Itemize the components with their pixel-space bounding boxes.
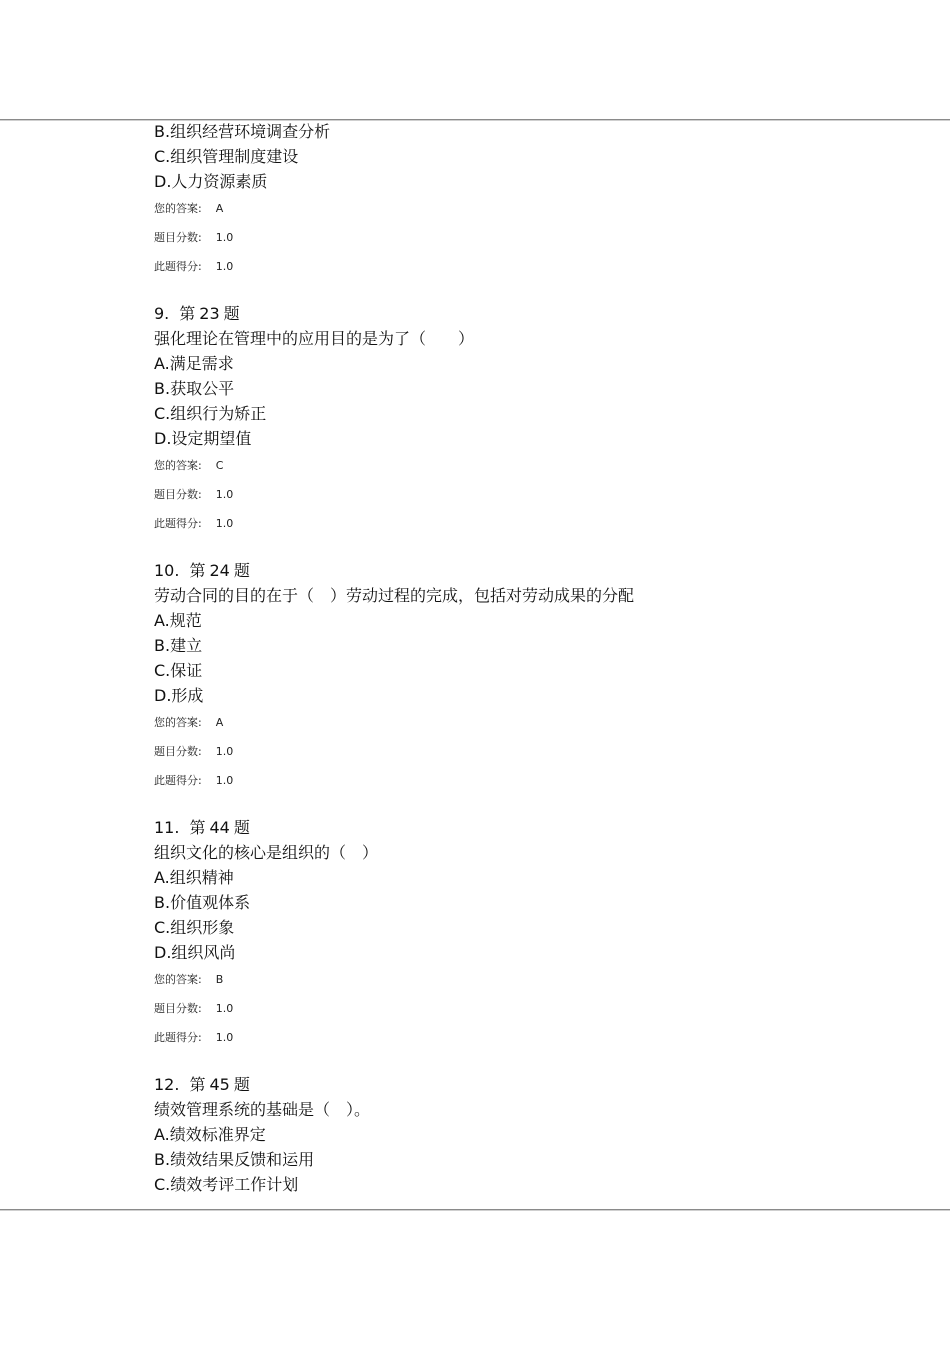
question-number: 11.	[154, 818, 180, 837]
question-heading	[154, 815, 914, 840]
option-c: C.组织行为矫正	[154, 404, 267, 423]
question-score-label: 题目分数:	[154, 1002, 202, 1015]
question-score-value: 1.0	[215, 231, 234, 244]
question-id: 24	[209, 561, 230, 580]
earned-score-label: 此题得分:	[154, 260, 202, 273]
question-ti: 题	[233, 561, 250, 580]
option-c: C.保证	[154, 661, 203, 680]
question-ti: 题	[223, 304, 240, 323]
your-answer-value: A	[215, 202, 224, 215]
your-answer-row	[154, 965, 914, 994]
question-heading	[154, 301, 914, 326]
option-b: B.组织经营环境调查分析	[154, 122, 331, 141]
option-b: B.建立	[154, 636, 203, 655]
question-score-value: 1.0	[215, 488, 234, 501]
your-answer-value: A	[215, 716, 224, 729]
question-block-10	[154, 558, 914, 795]
question-text: 绩效管理系统的基础是（ ）。	[154, 1100, 371, 1119]
your-answer-label: 您的答案:	[154, 716, 202, 729]
question-score-row	[154, 994, 914, 1023]
question-score-row	[154, 737, 914, 766]
option-a: A.组织精神	[154, 868, 234, 887]
earned-score-value: 1.0	[215, 774, 234, 787]
question-text: 劳动合同的目的在于（ ）劳动过程的完成，包括对劳动成果的分配	[154, 586, 635, 605]
earned-score-row	[154, 252, 914, 281]
earned-score-row	[154, 509, 914, 538]
question-ti: 题	[233, 1075, 250, 1094]
your-answer-row	[154, 194, 914, 223]
question-number: 12.	[154, 1075, 180, 1094]
question-block-12	[154, 1072, 914, 1197]
your-answer-label: 您的答案:	[154, 459, 202, 472]
question-score-label: 题目分数:	[154, 745, 202, 758]
question-block-11	[154, 815, 914, 1052]
question-di: 第	[189, 1075, 206, 1094]
question-number: 10.	[154, 561, 180, 580]
question-ti: 题	[233, 818, 250, 837]
question-block-9	[154, 301, 914, 538]
your-answer-value: B	[215, 973, 224, 986]
question-score-row	[154, 223, 914, 252]
option-b: B.价值观体系	[154, 893, 251, 912]
question-heading	[154, 558, 914, 583]
earned-score-label: 此题得分:	[154, 774, 202, 787]
option-d: D.形成	[154, 686, 204, 705]
question-text: 强化理论在管理中的应用目的是为了（ ）	[154, 329, 475, 348]
question-text: 组织文化的核心是组织的（ ）	[154, 843, 379, 862]
question-score-row	[154, 480, 914, 509]
bottom-divider	[0, 1209, 950, 1211]
question-score-value: 1.0	[215, 745, 234, 758]
option-a: A.绩效标准界定	[154, 1125, 266, 1144]
question-di: 第	[179, 304, 196, 323]
your-answer-row	[154, 451, 914, 480]
option-d: D.设定期望值	[154, 429, 252, 448]
earned-score-value: 1.0	[215, 260, 234, 273]
question-score-label: 题目分数:	[154, 488, 202, 501]
earned-score-row	[154, 1023, 914, 1052]
option-c: C.绩效考评工作计划	[154, 1175, 299, 1194]
earned-score-value: 1.0	[215, 517, 234, 530]
your-answer-label: 您的答案:	[154, 973, 202, 986]
option-b: B.绩效结果反馈和运用	[154, 1150, 315, 1169]
question-id: 45	[209, 1075, 230, 1094]
earned-score-label: 此题得分:	[154, 1031, 202, 1044]
option-d: D.组织风尚	[154, 943, 236, 962]
exam-review-content	[154, 119, 914, 1207]
question-heading	[154, 1072, 914, 1097]
option-b: B.获取公平	[154, 379, 235, 398]
earned-score-value: 1.0	[215, 1031, 234, 1044]
earned-score-row	[154, 766, 914, 795]
question-di: 第	[189, 561, 206, 580]
question-block-partial	[154, 119, 914, 281]
earned-score-label: 此题得分:	[154, 517, 202, 530]
option-c: C.组织管理制度建设	[154, 147, 299, 166]
your-answer-label: 您的答案:	[154, 202, 202, 215]
question-number: 9.	[154, 304, 170, 323]
option-a: A.满足需求	[154, 354, 234, 373]
question-di: 第	[189, 818, 206, 837]
question-id: 23	[199, 304, 220, 323]
option-a: A.规范	[154, 611, 202, 630]
question-id: 44	[209, 818, 230, 837]
your-answer-row	[154, 708, 914, 737]
option-d: D.人力资源素质	[154, 172, 268, 191]
option-c: C.组织形象	[154, 918, 235, 937]
your-answer-value: C	[215, 459, 224, 472]
question-score-value: 1.0	[215, 1002, 234, 1015]
question-score-label: 题目分数:	[154, 231, 202, 244]
